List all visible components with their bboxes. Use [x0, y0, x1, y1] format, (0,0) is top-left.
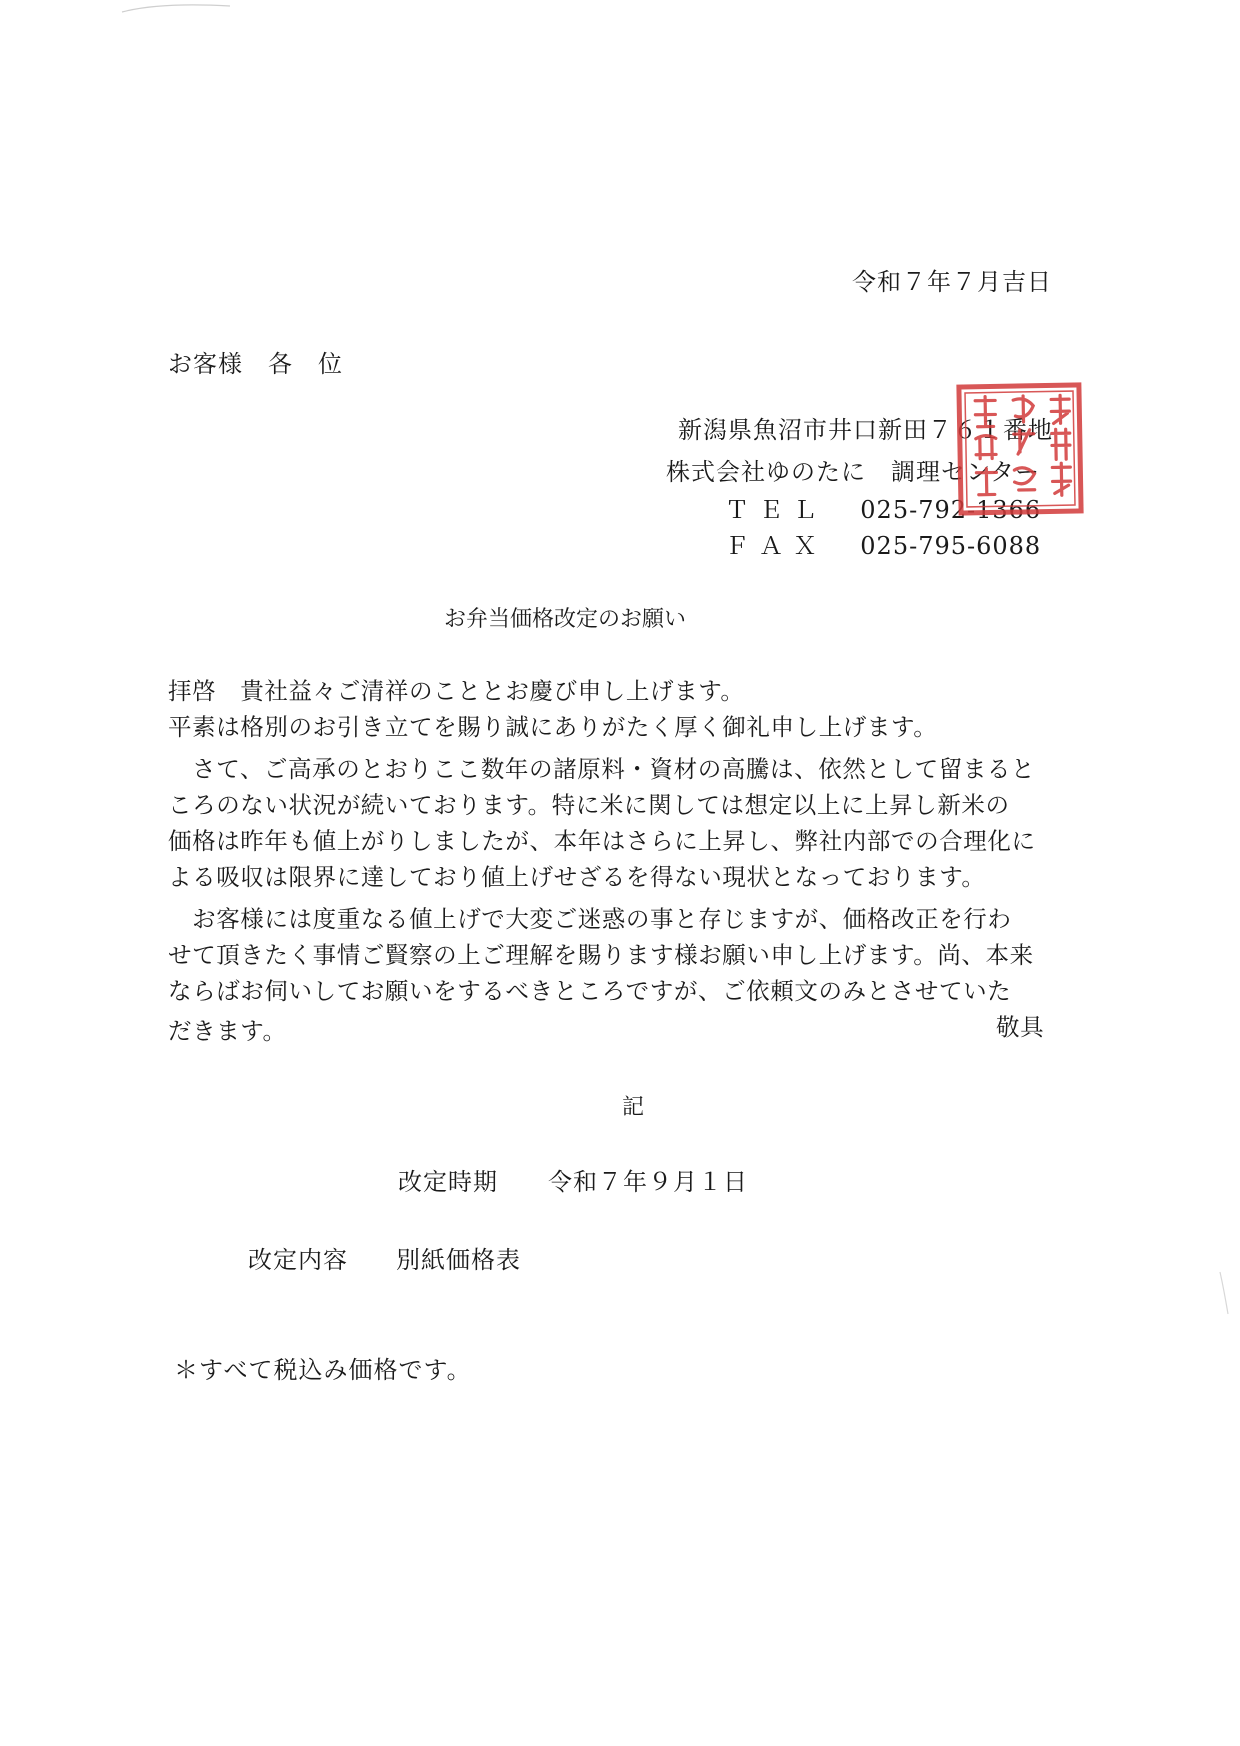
body-line-6: よる吸収は限界に達しており値上げせざるを得ない現状となっております。 — [168, 863, 986, 891]
tax-note: ＊すべて税込み価格です。 — [174, 1356, 472, 1384]
tel-number: 025-792-1366 — [860, 496, 1042, 524]
sender-address: 新潟県魚沼市井口新田７６１番地 — [678, 416, 1053, 444]
scan-artifact — [1218, 1270, 1232, 1320]
body-line-4: ころのない状況が続いております。特に米に関しては想定以上に上昇し新米の — [168, 791, 1010, 819]
closing-keigu: 敬具 — [996, 1013, 1045, 1041]
fax-number: 025-795-6088 — [860, 532, 1042, 560]
revision-content-value: 別紙価格表 — [396, 1246, 521, 1274]
ki-heading: 記 — [622, 1095, 645, 1120]
body-line-8: せて頂きたく事情ご賢察の上ご理解を賜ります様お願い申し上げます。尚、本来 — [168, 941, 1034, 969]
letter-date: 令和７年７月吉日 — [852, 268, 1052, 296]
sender-fax — [725, 526, 1041, 561]
addressee: お客様 各 位 — [168, 350, 343, 378]
revision-content-label: 改定内容 — [248, 1246, 348, 1274]
document-title: お弁当価格改定のお願い — [444, 607, 687, 632]
tel-label: ＴＥＬ — [725, 496, 827, 524]
body-line-1: 拝啓 貴社益々ご清祥のこととお慶び申し上げます。 — [168, 677, 745, 705]
revision-date-value: 令和７年９月１日 — [548, 1168, 748, 1196]
sender-company: 株式会社ゆのたに 調理センター — [666, 458, 1041, 486]
body-line-5: 価格は昨年も値上がりしましたが、本年はさらに上昇し、弊社内部での合理化に — [168, 827, 1036, 855]
revision-date-label: 改定時期 — [398, 1168, 498, 1196]
company-seal-stamp — [955, 381, 1085, 517]
body-line-3: さて、ご高承のとおりここ数年の諸原料・資材の高騰は、依然として留まると — [168, 755, 1036, 783]
fax-label: ＦＡＸ — [725, 532, 827, 560]
body-line-9: ならばお伺いしてお願いをするべきところですが、ご依頼文のみとさせていた — [168, 977, 1012, 1005]
body-line-7: お客様には度重なる値上げで大変ご迷惑の事と存じますが、価格改正を行わ — [168, 905, 1012, 933]
scan-artifact — [120, 0, 240, 14]
body-line-2: 平素は格別のお引き立てを賜り誠にありがたく厚く御礼申し上げます。 — [168, 713, 938, 741]
body-line-10: だきます。 — [168, 1017, 287, 1045]
